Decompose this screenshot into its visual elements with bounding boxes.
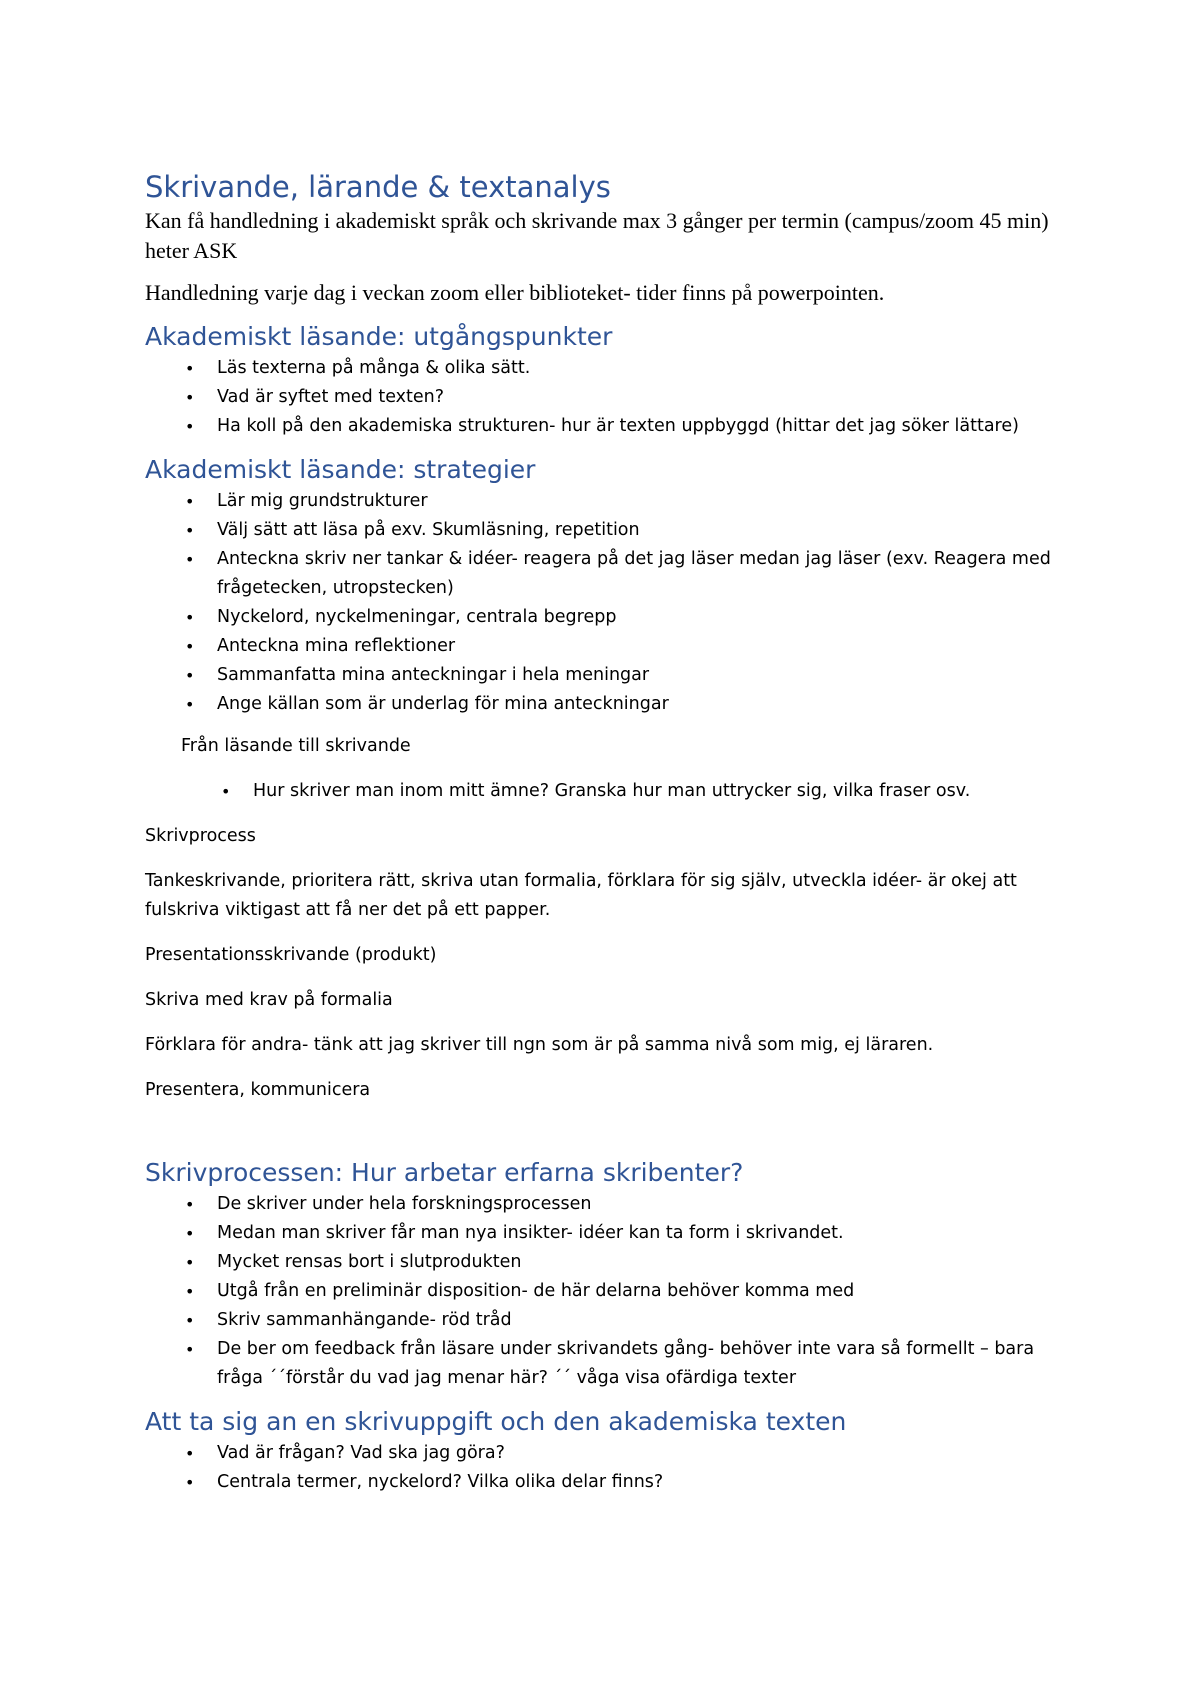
- bullet-icon: •: [185, 492, 195, 511]
- bullet-icon: •: [185, 359, 195, 378]
- list-fran-lasande: [145, 777, 1075, 806]
- section-heading-skrivprocessen: Skrivprocessen: Hur arbetar erfarna skribenter?: [145, 1158, 744, 1187]
- bullet-icon: •: [185, 1444, 195, 1463]
- bullet-icon: •: [185, 1253, 195, 1272]
- list-skrivuppgift: [145, 1439, 1075, 1497]
- paragraph-tankeskrivande: Tankeskrivande, prioritera rätt, skriva utan formalia, förklara för sig själv, utveckla idéer- är okej att fulskriva viktigast att få ner det på ett papper.: [145, 871, 1017, 920]
- bullet-icon: •: [185, 1340, 195, 1359]
- bullet-icon: •: [185, 1224, 195, 1243]
- paragraph-formalia: Skriva med krav på formalia: [145, 990, 393, 1010]
- bullet-icon: •: [185, 1195, 195, 1214]
- list-utgangspunkter: [145, 354, 1075, 441]
- paragraph-presentationsskrivande: Presentationsskrivande (produkt): [145, 945, 437, 965]
- intro-paragraph-2: Handledning varje dag i veckan zoom eller biblioteket- tider finns på powerpointen.: [145, 280, 885, 305]
- bullet-icon: •: [185, 608, 195, 627]
- bullet-icon: •: [185, 1311, 195, 1330]
- bullet-icon: •: [185, 666, 195, 685]
- list-item: • Ange källan som är underlag för mina anteckningar: [145, 690, 1075, 719]
- section-heading-utgangspunkter: Akademiskt läsande: utgångspunkter: [145, 322, 613, 351]
- list-item: • Läs texterna på många & olika sätt.: [145, 354, 1075, 383]
- list-item: • Vad är syftet med texten?: [145, 383, 1075, 412]
- list-strategier: [145, 487, 1075, 719]
- intro-paragraph-1: Kan få handledning i akademiskt språk och skrivande max 3 gånger per termin (campus/zoom 45 min) heter ASK: [145, 208, 1049, 263]
- list-item: • Utgå från en preliminär disposition- de här delarna behöver komma med: [145, 1277, 1075, 1306]
- list-item: • Skriv sammanhängande- röd tråd: [145, 1306, 1075, 1335]
- list-item: • De ber om feedback från läsare under skrivandets gång- behöver inte vara så formellt – bara fråga ´´förstår du vad jag menar här? ´´ våga visa ofärdiga texter: [145, 1335, 1075, 1393]
- list-skrivprocessen: [145, 1190, 1075, 1393]
- section-heading-strategier: Akademiskt läsande: strategier: [145, 455, 536, 484]
- list-item: • Vad är frågan? Vad ska jag göra?: [145, 1439, 1075, 1468]
- list-item: • Anteckna skriv ner tankar & idéer- reagera på det jag läser medan jag läser (exv. Reagera med frågetecken, utropstecken): [145, 545, 1075, 603]
- bullet-icon: •: [185, 550, 195, 569]
- sub-heading-fran-lasande: Från läsande till skrivande: [181, 736, 411, 756]
- list-item: • Hur skriver man inom mitt ämne? Granska hur man uttrycker sig, vilka fraser osv.: [145, 777, 1075, 806]
- list-item: • Sammanfatta mina anteckningar i hela meningar: [145, 661, 1075, 690]
- list-item: • Mycket rensas bort i slutprodukten: [145, 1248, 1075, 1277]
- list-item: • Medan man skriver får man nya insikter- idéer kan ta form i skrivandet.: [145, 1219, 1075, 1248]
- bullet-icon: •: [185, 417, 195, 436]
- list-item: • De skriver under hela forskningsprocessen: [145, 1190, 1075, 1219]
- bullet-icon: •: [185, 637, 195, 656]
- bullet-icon: •: [221, 782, 231, 801]
- list-item: • Anteckna mina reflektioner: [145, 632, 1075, 661]
- list-item: • Lär mig grundstrukturer: [145, 487, 1075, 516]
- bullet-icon: •: [185, 1282, 195, 1301]
- bullet-icon: •: [185, 388, 195, 407]
- list-item: • Nyckelord, nyckelmeningar, centrala begrepp: [145, 603, 1075, 632]
- bullet-icon: •: [185, 695, 195, 714]
- section-heading-skrivuppgift: Att ta sig an en skrivuppgift och den akademiska texten: [145, 1407, 847, 1436]
- paragraph-skrivprocess: Skrivprocess: [145, 826, 256, 846]
- bullet-icon: •: [185, 521, 195, 540]
- document-title: Skrivande, lärande & textanalys: [145, 170, 611, 204]
- list-item: • Välj sätt att läsa på exv. Skumläsning, repetition: [145, 516, 1075, 545]
- list-item: • Ha koll på den akademiska strukturen- hur är texten uppbyggd (hittar det jag söker lättare): [145, 412, 1075, 441]
- paragraph-presentera: Presentera, kommunicera: [145, 1080, 371, 1100]
- bullet-icon: •: [185, 1473, 195, 1492]
- list-item: • Centrala termer, nyckelord? Vilka olika delar finns?: [145, 1468, 1075, 1497]
- paragraph-forklara: Förklara för andra- tänk att jag skriver till ngn som är på samma nivå som mig, ej läraren.: [145, 1035, 934, 1055]
- document-page: [145, 168, 1075, 1497]
